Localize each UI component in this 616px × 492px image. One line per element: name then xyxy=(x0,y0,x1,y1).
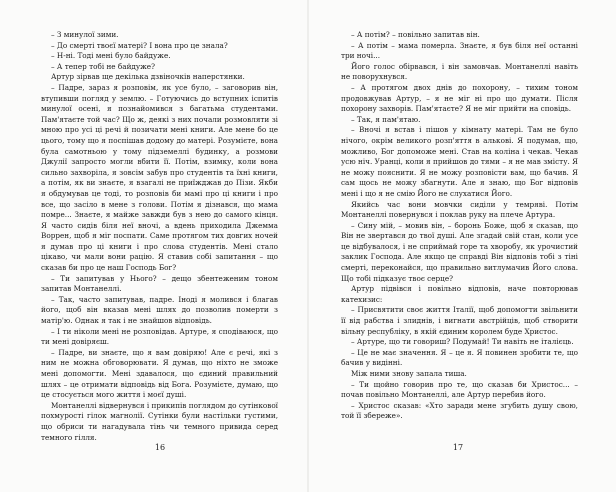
paragraph: – Артуре, що ти говориш? Подумай! Ти навіть не італієць. xyxy=(351,337,574,347)
page-gutter xyxy=(307,0,309,492)
paragraph: – А тепер тобі не байдуже? xyxy=(51,61,155,71)
paragraph: – А потім? – повільно запитав він. xyxy=(351,30,480,39)
paragraph: – І ти ніколи мені не розповідав. Артуре, я сподіваюся, що ти мені довіряєш. xyxy=(41,326,278,347)
paragraph: – Так, я пам'ятаю. xyxy=(351,114,421,124)
paragraph: – Падре, ви знаєте, що я вам довіряю! Але є речі, які з ним не можна обговорювати. Я думав, що ніхто не зможе мені допомогти. Мені здавалося, що єдиний правильний шлях – це отримати відповідь від Бога. Розумієте, думаю, що це стосується мого життя і моєї душі. xyxy=(41,347,278,400)
page-number-left: 16 xyxy=(154,443,166,452)
left-page-text xyxy=(41,30,278,443)
paragraph: – А потім – мама померла. Знаєте, я був біля неї останні три ночі... xyxy=(341,40,578,61)
paragraph: Якийсь час вони мовчки сиділи у темряві. Потім Монтанеллі повернувся і поклав руку на плече Артура. xyxy=(341,199,578,220)
paragraph: – А протягом двох днів до похорону, – тихим тоном продовжував Артур, – я не міг ні про що думати. Після похорону захворів. Пам'ятаєте? Я не міг прийти на сповідь. xyxy=(341,82,578,114)
paragraph: Артур зірвав ще декілька дзвіночків наперстянки. xyxy=(51,72,245,82)
paragraph: – Це не має значення. Я – це я. Я повинен зробити те, що бачив у видінні. xyxy=(341,347,578,368)
paragraph: Його голос обірвався, і він замовчав. Монтанеллі навіть не поворухнувся. xyxy=(341,61,578,82)
paragraph: – Так, часто запитував, падре. Іноді я молився і благав його, щоб він вказав мені шлях до позволив померти з матір'ю. Однак я так і не знайшов відповідь. xyxy=(41,294,278,326)
paragraph: – З минулої зими. xyxy=(51,30,119,39)
paragraph: – Н-ні. Тоді мені було байдуже. xyxy=(51,51,171,61)
paragraph: – Присвятити своє життя Італії, щоб допомогти звільнити її від рабства і злиднів, і вигнати австрійців, щоб створити вільну республіку, в якій єдиним королем буде Христос. xyxy=(341,305,578,336)
right-page-text xyxy=(341,30,578,422)
paragraph: Між ними знову запала тиша. xyxy=(351,369,467,378)
paragraph: – Ти запитував у Нього? – дещо збентеженим тоном запитав Монтанеллі. xyxy=(41,273,278,294)
paragraph: – Падре, зараз я розповім, як усе було, – заговорив він, втупивши погляд у землю. – Готуючись до вступних іспитів минулої осені, я познайомився з багатьма студентами. Пам'ятаєте той час? Що ж, деякі з них почали розмовляти зі мною про усі ці речі й позичати мені книги. Але мене бо це цього, тому що я поспішав додому до матері. Розумієте, вона була самотньою у тому підземеллі будинку, а розмови Джулії запросто могли вбити її. Потім, взимку, коли вона сильно захворіла, я зовсім забув про студентів та їхні книги, а потім, як ви знаєте, я взагалі не приїжджав до Пізи. Якби я обдумував це тоді, то розповів би мамі про ці книги і про все, що засіло в мене з голови. Потім я дізнався, що мама помре... Знаєте, я майже завжди був з нею до самого кінця. Я часто сидів біля неї вночі, а вдень приходила Джемма Воррен, щоб я міг поспати. Саме протягом тих довгих ночей я думав про ці книги і про слова студентів. Мені стало цікаво, чи мали вони рацію. Я ставив собі запитання – що сказав би про це наш Господь Бог? xyxy=(41,82,278,273)
paragraph: Артур підвівся і повільно відповів, наче повторював катехизис: xyxy=(341,284,578,304)
paragraph: Монтанеллі відвернувся і прикипів поглядом до сутінкової похмурості гілок магнолії. Сутінки були настільки густими, що обриси ти нагадувала тінь чи темного привида серед темного гілля. xyxy=(41,400,278,442)
page-number-right: 17 xyxy=(452,443,464,452)
paragraph: – Вночі я встав і пішов у кімнату матері. Там не було нічого, окрім великого розп'яття в алькові. Я подумав, що, можливо, Бог допоможе мені. Став на коліна і чекав. Чекав усю ніч. Уранці, коли я прийшов до тями – я не мав змісту. Я не можу пояснити. Я не можу розповісти вам, що бачив. Я сам щось не можу збагнути. Але я знаю, що Бог відповів мені і що я не смію Його не слухатися Його. xyxy=(341,125,578,198)
paragraph: – Христос сказав: «Хто заради мене згубить душу свою, той її збереже». xyxy=(341,400,578,421)
paragraph: – Сину мій, – мовив він, – боронь Боже, щоб я сказав, що Він не звертався до твої душі. Але згадай свій стан, коли усе це відбувалося, і не сприймай горе та хворобу, як урочистий заклик Господа. Але якщо це справді Він відповів тобі з тіні смерті, переконайся, що правильно витлумачив Його слова. Що тобі підказує твоє серце? xyxy=(341,220,578,283)
paragraph: – До смерті твоєї матері? І вона про це знала? xyxy=(51,40,228,50)
paragraph: – Ти щойно говорив про те, що сказав би Христос... – почав повільно Монтанеллі, але Артур перебив його. xyxy=(341,379,578,400)
